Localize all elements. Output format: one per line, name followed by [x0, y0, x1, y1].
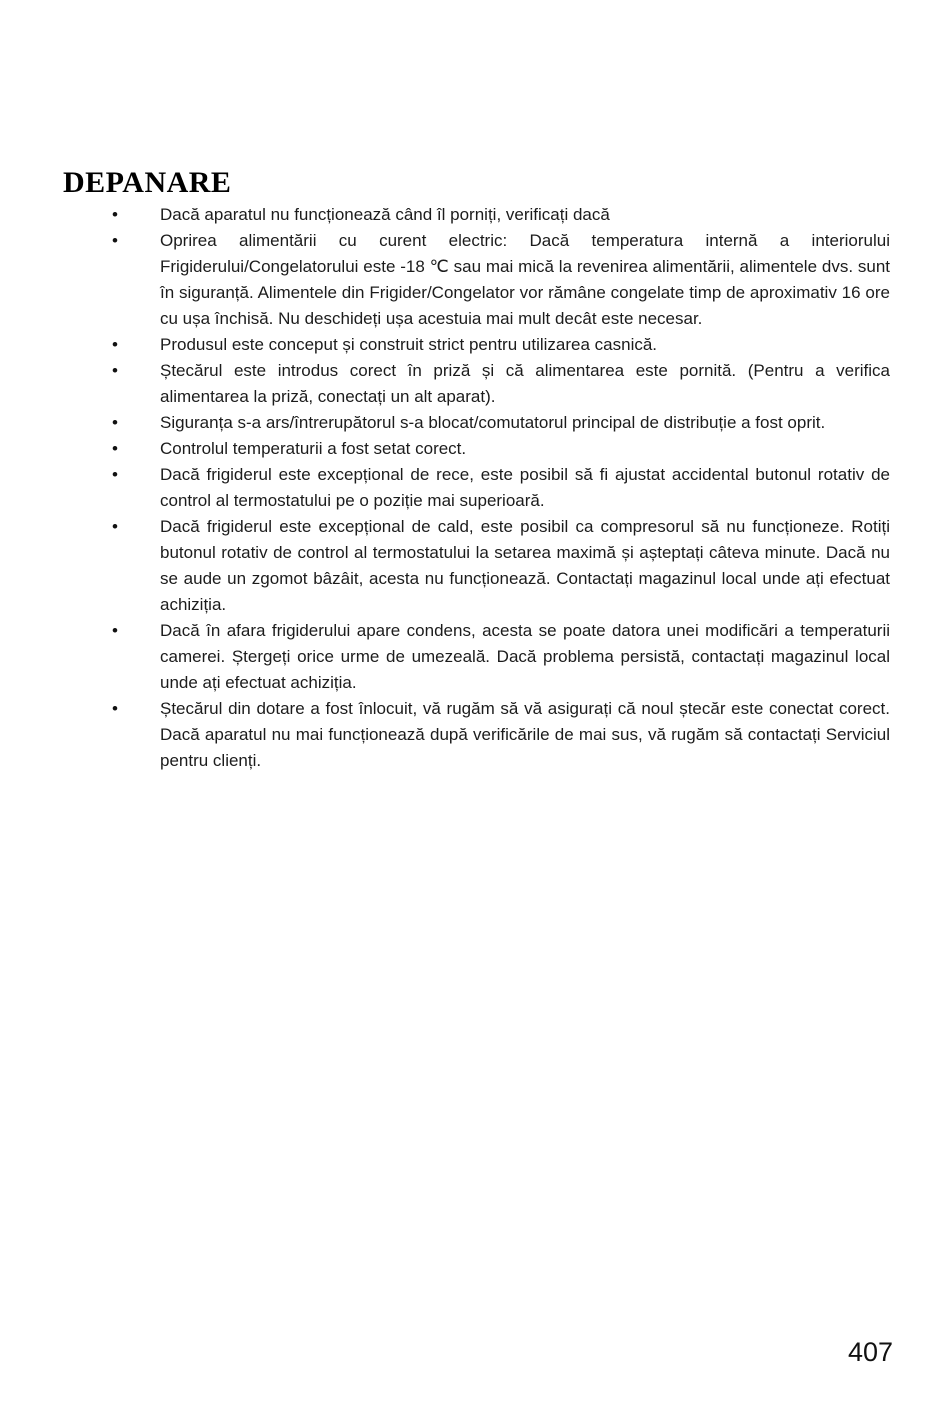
list-item	[0, 696, 950, 774]
troubleshooting-list	[0, 202, 950, 774]
list-item	[0, 436, 950, 462]
list-item-text: Ștecărul este introdus corect în priză și că alimentarea este pornită. (Pentru a verifica alimentarea la priză, conectați un alt aparat).	[160, 361, 890, 406]
bullet-icon: •	[112, 205, 118, 224]
bullet-icon: •	[112, 699, 118, 718]
page-title: DEPANARE	[63, 166, 232, 199]
bullet-icon: •	[112, 231, 118, 250]
list-item	[0, 618, 950, 696]
list-item	[0, 514, 950, 618]
list-item	[0, 228, 950, 332]
bullet-icon: •	[112, 465, 118, 484]
list-item-text: Oprirea alimentării cu curent electric: Dacă temperatura internă a interiorului Frigiderului/Congelatorului este -18 ℃ sau mai mică la revenirea alimentării, alimentele dvs. sunt în siguranță. Alimentele din Frigider/Congelator vor rămâne congelate timp de aproximativ 16 ore cu ușa închisă. Nu deschideți ușa acestuia mai mult decât este necesar.	[160, 231, 890, 328]
list-item-text: Siguranța s-a ars/întrerupătorul s-a blocat/comutatorul principal de distribuție a fost oprit.	[160, 413, 826, 432]
list-item-text: Dacă frigiderul este excepțional de rece, este posibil să fi ajustat accidental butonul rotativ de control al termostatului pe o poziție mai superioară.	[160, 465, 890, 510]
list-item-text: Dacă în afara frigiderului apare condens, acesta se poate datora unei modificări a temperaturii camerei. Ștergeți orice urme de umezeală. Dacă problema persistă, contactați magazinul local unde ați efectuat achiziția.	[160, 621, 890, 692]
bullet-icon: •	[112, 621, 118, 640]
list-item	[0, 202, 950, 228]
list-item	[0, 410, 950, 436]
list-item-text: Produsul este conceput și construit strict pentru utilizarea casnică.	[160, 335, 658, 354]
list-item-text: Dacă aparatul nu funcționează când îl porniți, verificați dacă	[160, 205, 610, 224]
list-item-text: Ștecărul din dotare a fost înlocuit, vă rugăm să vă asigurați că noul ștecăr este conectat corect. Dacă aparatul nu mai funcționează după verificările de mai sus, vă rugăm să contactați Serviciul pentru clienți.	[160, 699, 890, 770]
page-number: 407	[847, 1337, 893, 1367]
bullet-icon: •	[112, 517, 118, 536]
list-item	[0, 358, 950, 410]
bullet-icon: •	[112, 335, 118, 354]
list-item-text: Dacă frigiderul este excepțional de cald, este posibil ca compresorul să nu funcționeze. Rotiți butonul rotativ de control al termostatului la setarea maximă și așteptați câteva minute. Dacă nu se aude un zgomot bâzâit, acesta nu funcționează. Contactați magazinul local unde ați efectuat achiziția.	[160, 517, 890, 614]
bullet-icon: •	[112, 439, 118, 458]
list-item-text: Controlul temperaturii a fost setat corect.	[160, 439, 467, 458]
list-item	[0, 332, 950, 358]
bullet-icon: •	[112, 361, 118, 380]
list-item	[0, 462, 950, 514]
bullet-icon: •	[112, 413, 118, 432]
